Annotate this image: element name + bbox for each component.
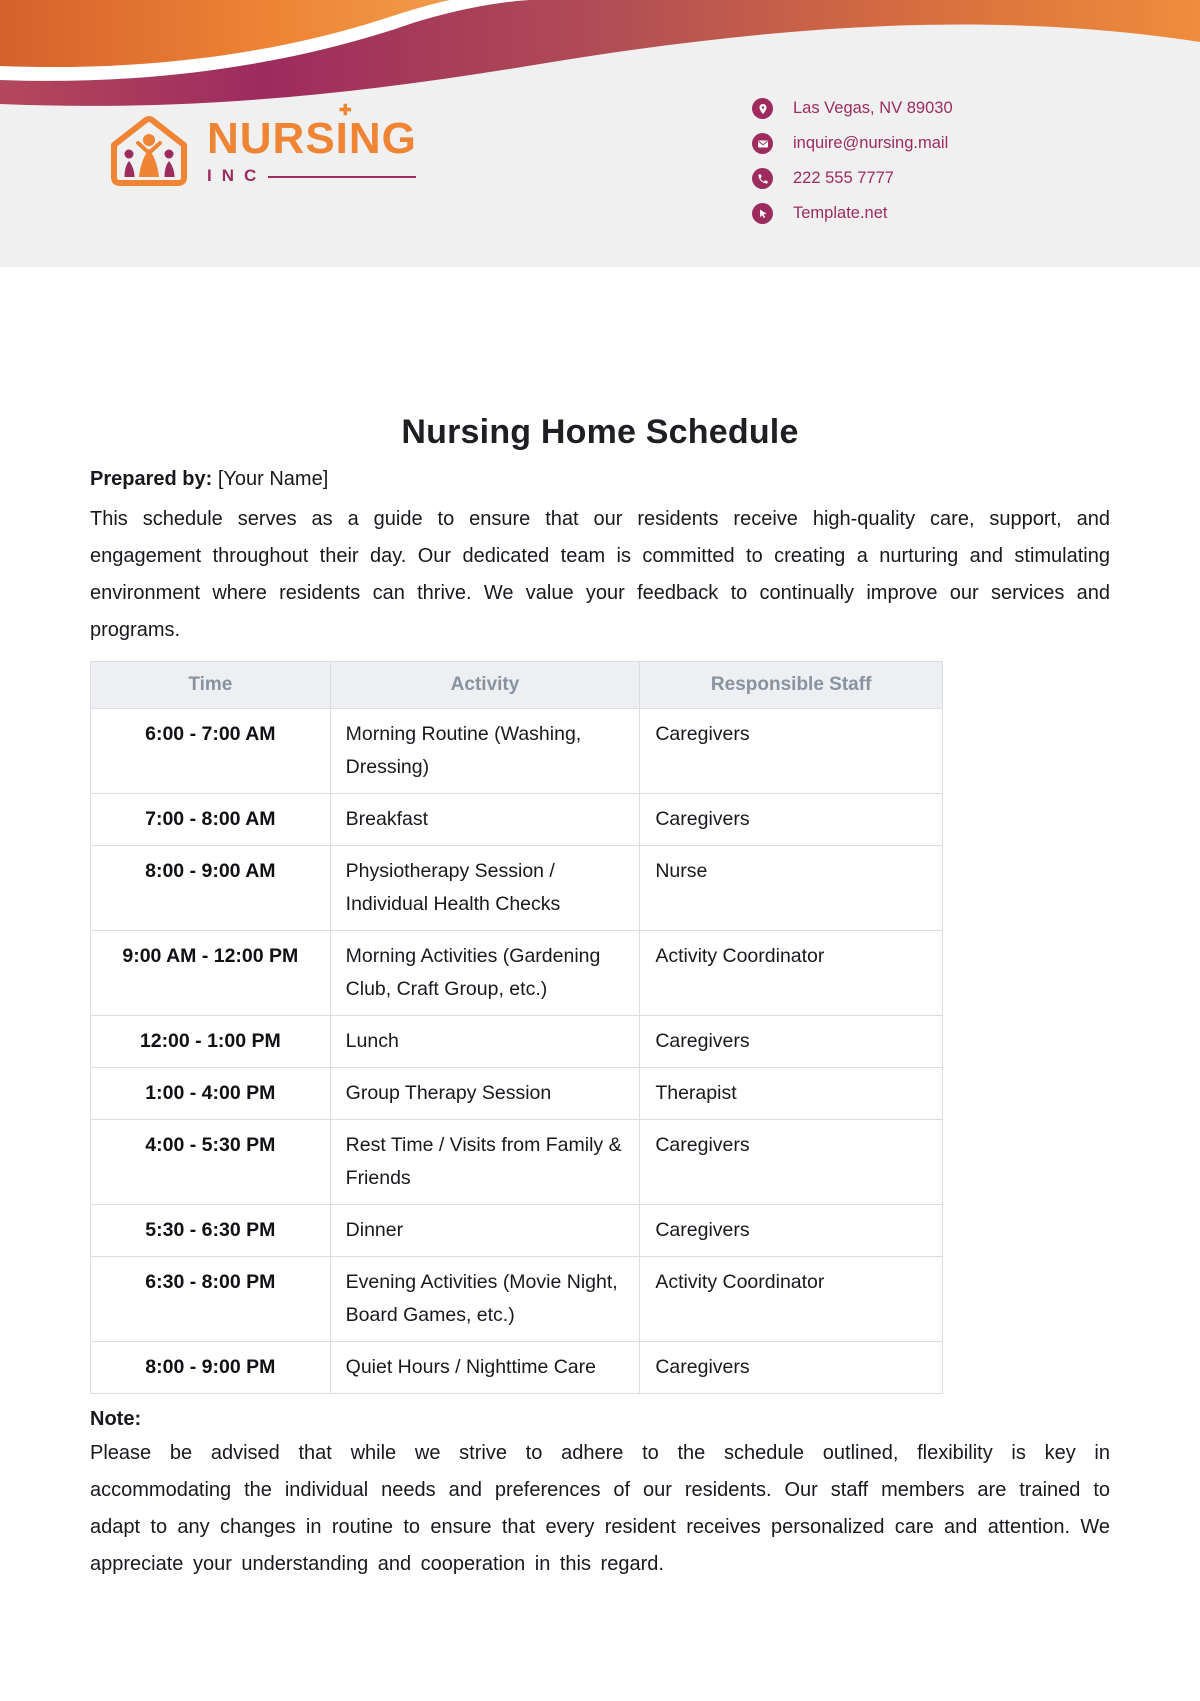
activity-cell: Lunch — [330, 1016, 640, 1068]
time-cell: 8:00 - 9:00 AM — [91, 846, 331, 931]
column-header-activity: Activity — [330, 662, 640, 709]
prepared-by-label: Prepared by: — [90, 468, 213, 490]
table-row — [91, 931, 943, 1016]
time-cell: 8:00 - 9:00 PM — [91, 1342, 331, 1394]
contact-row-email — [752, 133, 953, 154]
contact-email: inquire@nursing.mail — [793, 134, 949, 152]
envelope-icon — [752, 133, 773, 154]
table-row — [91, 846, 943, 931]
staff-cell: Caregivers — [640, 1342, 943, 1394]
cursor-icon — [752, 203, 773, 224]
logo-text — [207, 101, 417, 186]
contact-row-address — [752, 98, 953, 119]
staff-cell: Caregivers — [640, 1120, 943, 1205]
table-row — [91, 1016, 943, 1068]
table-row — [91, 794, 943, 846]
table-row — [91, 709, 943, 794]
contact-row-phone — [752, 168, 953, 189]
schedule-table-header — [91, 662, 943, 709]
activity-cell: Group Therapy Session — [330, 1068, 640, 1120]
activity-cell: Physiotherapy Session / Individual Health Checks — [330, 846, 640, 931]
staff-cell: Therapist — [640, 1068, 943, 1120]
column-header-staff: Responsible Staff — [640, 662, 943, 709]
activity-cell: Morning Activities (Gardening Club, Craft Group, etc.) — [330, 931, 640, 1016]
logo-subtext: INC — [207, 165, 267, 185]
note-paragraph: Please be advised that while we strive to adhere to the schedule outlined, flexibility is key in accommodating the individual needs and preferences of our residents. Our staff members are trained to adapt to any changes in routine to ensure that every resident receives personalized care and attention. We appreciate your understanding and cooperation in this regard. — [90, 1442, 1110, 1575]
page-header — [0, 0, 1200, 267]
time-cell: 1:00 - 4:00 PM — [91, 1068, 331, 1120]
table-row — [91, 1342, 943, 1394]
activity-cell: Dinner — [330, 1205, 640, 1257]
staff-cell: Caregivers — [640, 1205, 943, 1257]
contact-address: Las Vegas, NV 89030 — [793, 99, 953, 117]
time-cell: 4:00 - 5:30 PM — [91, 1120, 331, 1205]
intro-paragraph: This schedule serves as a guide to ensure that our residents receive high-quality care, support, and engagement throughout their day. Our dedicated team is committed to creating a nurturing and stimulating environment where residents can thrive. We value your feedback to continually improve our services and programs. — [90, 508, 1110, 641]
prepared-by-value: [Your Name] — [217, 468, 329, 490]
time-cell: 5:30 - 6:30 PM — [91, 1205, 331, 1257]
prepared-by-line — [90, 468, 1110, 491]
activity-cell: Quiet Hours / Nighttime Care — [330, 1342, 640, 1394]
time-cell: 6:00 - 7:00 AM — [91, 709, 331, 794]
logo-underline — [268, 176, 416, 178]
note-label: Note: — [90, 1408, 142, 1430]
column-header-time: Time — [91, 662, 331, 709]
contact-row-website — [752, 203, 953, 224]
logo-house-icon — [106, 112, 192, 190]
phone-icon — [752, 168, 773, 189]
table-row — [91, 1068, 943, 1120]
activity-cell: Morning Routine (Washing, Dressing) — [330, 709, 640, 794]
time-cell: 7:00 - 8:00 AM — [91, 794, 331, 846]
schedule-table — [90, 661, 943, 1394]
page-title: Nursing Home Schedule — [401, 413, 799, 451]
location-pin-icon — [752, 98, 773, 119]
contact-list — [752, 98, 953, 224]
logo-plus-icon: ✚ — [339, 101, 352, 119]
activity-cell: Evening Activities (Movie Night, Board Games, etc.) — [330, 1257, 640, 1342]
staff-cell: Nurse — [640, 846, 943, 931]
activity-cell: Rest Time / Visits from Family & Friends — [330, 1120, 640, 1205]
logo — [106, 101, 417, 190]
table-row — [91, 1205, 943, 1257]
staff-cell: Caregivers — [640, 794, 943, 846]
contact-phone: 222 555 7777 — [793, 169, 894, 187]
activity-cell: Breakfast — [330, 794, 640, 846]
time-cell: 12:00 - 1:00 PM — [91, 1016, 331, 1068]
document-body — [0, 267, 1200, 1583]
header-wave-decoration — [0, 0, 1200, 128]
staff-cell: Activity Coordinator — [640, 1257, 943, 1342]
time-cell: 9:00 AM - 12:00 PM — [91, 931, 331, 1016]
staff-cell: Caregivers — [640, 709, 943, 794]
header-row — [91, 662, 943, 709]
staff-cell: Caregivers — [640, 1016, 943, 1068]
time-cell: 6:30 - 8:00 PM — [91, 1257, 331, 1342]
schedule-table-body — [91, 709, 943, 1394]
logo-wordmark: NURSING — [207, 113, 417, 163]
table-row — [91, 1120, 943, 1205]
table-row — [91, 1257, 943, 1342]
contact-website: Template.net — [793, 204, 888, 222]
staff-cell: Activity Coordinator — [640, 931, 943, 1016]
